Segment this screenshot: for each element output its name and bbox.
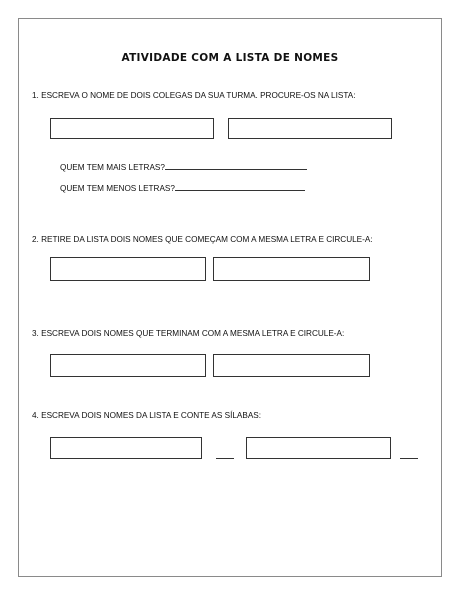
q1-answer-box-2[interactable] (228, 118, 392, 139)
q1-fewer-letters-answer-line[interactable] (175, 182, 305, 191)
question-3-text: 3. ESCREVA DOIS NOMES QUE TERMINAM COM A MESMA LETRA E CIRCULE-A: (32, 329, 345, 338)
q1-more-letters-label: QUEM TEM MAIS LETRAS? (60, 163, 165, 172)
q1-fewer-letters-row (60, 182, 305, 193)
q1-more-letters-row (60, 161, 307, 172)
question-1-text: 1. ESCREVA O NOME DE DOIS COLEGAS DA SUA TURMA. PROCURE-OS NA LISTA: (32, 91, 356, 100)
q4-answer-box-1[interactable] (50, 437, 202, 459)
worksheet-title: ATIVIDADE COM A LISTA DE NOMES (121, 52, 339, 64)
page-border (18, 18, 442, 577)
q2-answer-box-2[interactable] (213, 257, 370, 281)
q1-answer-box-1[interactable] (50, 118, 214, 139)
question-2-text: 2. RETIRE DA LISTA DOIS NOMES QUE COMEÇAM COM A MESMA LETRA E CIRCULE-A: (32, 235, 373, 244)
q4-answer-box-2[interactable] (246, 437, 391, 459)
q2-answer-box-1[interactable] (50, 257, 206, 281)
question-4-text: 4. ESCREVA DOIS NOMES DA LISTA E CONTE AS SÍLABAS: (32, 411, 262, 420)
q4-syllable-count-line-2[interactable] (400, 458, 418, 459)
q1-more-letters-answer-line[interactable] (165, 161, 307, 170)
q3-answer-box-2[interactable] (213, 354, 370, 377)
q4-syllable-count-line-1[interactable] (216, 458, 234, 459)
q1-fewer-letters-label: QUEM TEM MENOS LETRAS? (60, 184, 175, 193)
q3-answer-box-1[interactable] (50, 354, 206, 377)
